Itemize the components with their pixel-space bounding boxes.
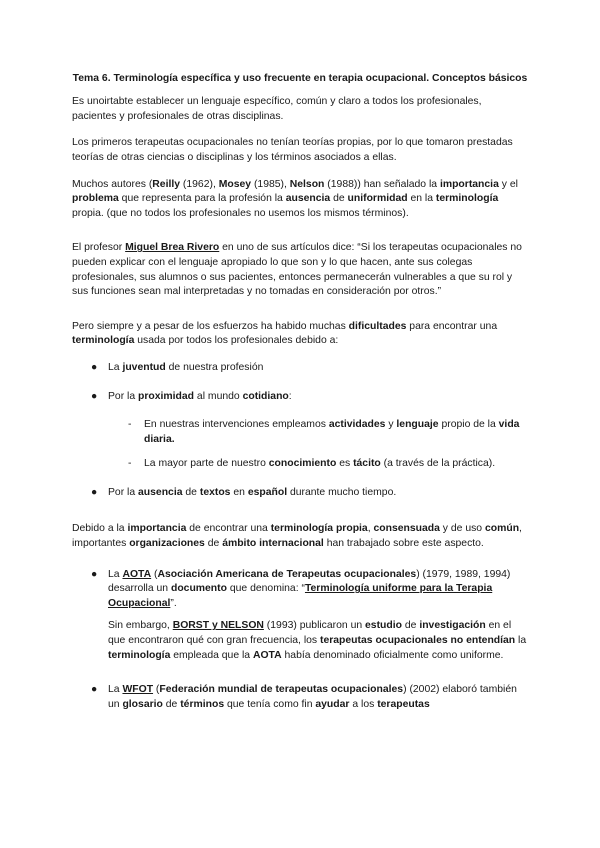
bullet-item-aota: ● La AOTA (Asociación Americana de Terapeutas ocupacionales) (1979, 1989, 1994) desarrolla un documento que denomina: “Terminología uniforme para la Terapia Ocupacional”. <box>91 568 511 609</box>
bullet-icon: ● <box>91 568 98 580</box>
paragraph-intro: Es unoirtabte establecer un lenguaje específico, común y claro a todos los profesionales, pacientes y profesionales de otras disciplinas. <box>72 96 482 122</box>
bullet-icon: ● <box>91 361 98 373</box>
bullet-icon: ● <box>91 390 98 402</box>
paragraph-first-therapists: Los primeros terapeutas ocupacionales no tenían teorías propias, por lo que tomaron prestadas teorías de otras ciencias o disciplinas y los términos asociados a ellas. <box>72 137 513 163</box>
dash-item-actividades: - En nuestras intervenciones empleamos actividades y lenguaje propio de la vida diaria. <box>128 419 520 445</box>
bullet-icon: ● <box>91 684 98 696</box>
paragraph-quote: El profesor Miguel Brea Rivero en uno de sus artículos dice: “Si los terapeutas ocupacionales no pueden explicar con el lenguaje apropiado lo que son y lo que hacen, ante sus colegas profesionales, sus alumnos o sus pacientes, entonces permanecerán vulnerables a que su rol y sus funciones sean mal interpretadas y no tomadas en consideración por otros.” <box>72 242 522 298</box>
paragraph-organizations: Debido a la importancia de encontrar una terminología propia, consensuada y de uso común, importantes organizaciones de ámbito internacional han trabajado sobre este aspecto. <box>72 523 522 550</box>
document-body <box>72 72 528 726</box>
bullet-item-proximidad: ● Por la proximidad al mundo cotidiano: <box>72 390 528 405</box>
dash-icon: - <box>128 419 132 431</box>
dash-item-conocimiento: - La mayor parte de nuestro conocimiento es tácito (a través de la práctica). <box>72 457 528 472</box>
bullet-item-wfot: ● La WFOT (Federación mundial de terapeutas ocupacionales) (2002) elaboró también un glosario de términos que tenía como fin ayudar a los terapeutas <box>91 684 517 710</box>
paragraph-authors: Muchos autores (Reilly (1962), Mosey (1985), Nelson (1988)) han señalado la importancia y el problema que representa para la profesión la ausencia de uniformidad en la terminología propia. (que no todos los profesionales no usemos los mismos términos). <box>72 178 518 219</box>
bullet-continuation-borst: Sin embargo, BORST y NELSON (1993) publicaron un estudio de investigación en el que encontraron qué con gran frecuencia, los terapeutas ocupacionales no entendían la terminología empleada que la AOTA había denominado oficialmente como uniforme. <box>108 620 527 661</box>
bullet-item-ausencia: ● Por la ausencia de textos en español durante mucho tiempo. <box>72 486 528 501</box>
bullet-icon: ● <box>91 486 98 498</box>
paragraph-difficulties: Pero siempre y a pesar de los esfuerzos ha habido muchas dificultades para encontrar una terminología usada por todos los profesionales debido a: <box>72 320 498 347</box>
dash-icon: - <box>128 458 132 470</box>
bullet-item-juventud: ● La juventud de nuestra profesión <box>72 361 528 376</box>
page-title: Tema 6. Terminología específica y uso frecuente en terapia ocupacional. Conceptos básicos <box>72 73 528 84</box>
